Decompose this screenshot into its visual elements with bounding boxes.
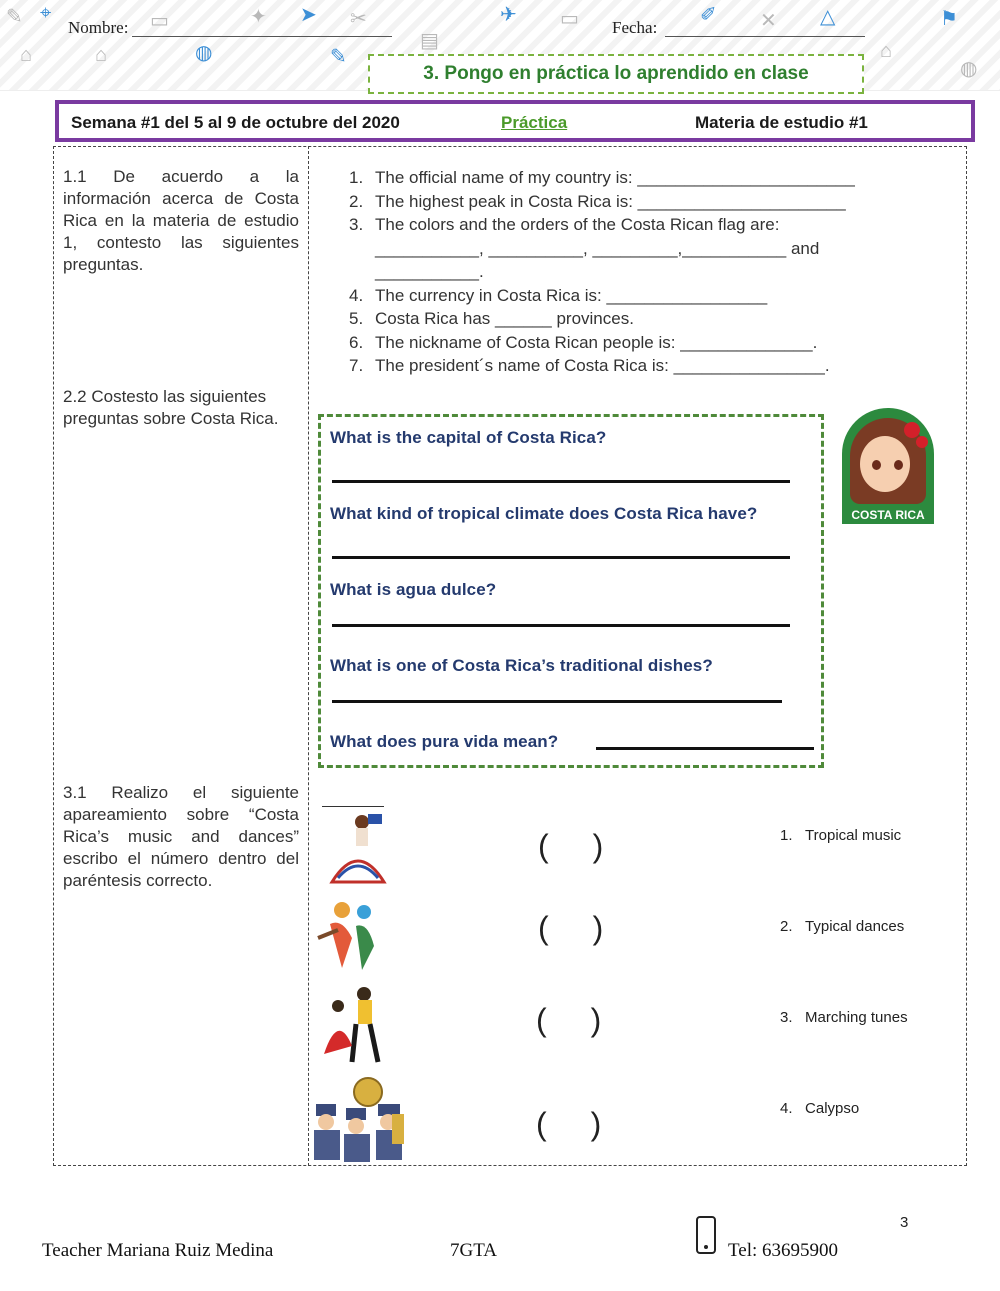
question-text: The nickname of Costa Rican people is: ______________. xyxy=(375,332,818,352)
name-label: Nombre: xyxy=(68,18,129,37)
pencil-doodle-icon: ✎ xyxy=(6,6,23,28)
question-capital: What is the capital of Costa Rica? xyxy=(330,428,607,447)
question-text: The president´s name of Costa Rica is: ________________. xyxy=(375,356,830,375)
section2-instruction: 2.2 Costesto las siguientes preguntas sobre Costa Rica. xyxy=(63,387,279,428)
paren-right: ) xyxy=(592,910,604,946)
house-doodle-icon-left: ⌂ xyxy=(95,44,108,66)
match-option-4: 4. Calypso xyxy=(780,1100,860,1117)
question-text: The colors and the orders of the Costa Rican flag are: xyxy=(375,215,780,234)
question-text: The currency in Costa Rica is: _________________ xyxy=(375,285,768,305)
question-text: The official name of my country is: _______________________ xyxy=(375,168,855,187)
scissors-doodle-icon: ✂ xyxy=(350,8,367,30)
badge-label: COSTA RICA xyxy=(842,506,934,524)
rose-icon xyxy=(904,422,920,438)
question-text: Costa Rica has ______ provinces. xyxy=(375,309,634,328)
section-title: 3. Pongo en práctica lo aprendido en clase xyxy=(423,63,809,84)
page-number: 3 xyxy=(900,1214,909,1231)
question-text: ___________. xyxy=(375,262,484,281)
match-option-2: 2. Typical dances xyxy=(780,918,905,935)
question-text: The highest peak in Costa Rica is: ______________________ xyxy=(375,191,846,211)
left-eye-shape xyxy=(872,460,881,470)
question-number: 6. xyxy=(349,332,364,352)
pencil-cup-doodle-icon: ✎ xyxy=(330,46,347,68)
laptop-doodle-icon: ▭ xyxy=(560,8,579,30)
paren-left: ( xyxy=(538,828,549,864)
paren-right: ) xyxy=(592,828,604,864)
name-line[interactable] xyxy=(132,36,392,37)
flag-doodle-icon: ⚑ xyxy=(940,8,958,30)
answer-paren-2[interactable] xyxy=(538,910,603,947)
globe-doodle-icon-right: ◍ xyxy=(960,58,978,80)
phone-icon xyxy=(696,1216,716,1254)
book-doodle-icon: ▤ xyxy=(420,30,439,52)
answer-paren-1[interactable] xyxy=(538,828,603,865)
section3-instruction: 3.1 Realizo el siguiente apareamiento sobre “Costa Rica’s music and dances” escribo el número dentro del paréntesis correcto. xyxy=(63,783,299,890)
section1-question-list xyxy=(335,166,935,378)
paren-left: ( xyxy=(538,910,549,946)
question-item xyxy=(335,284,935,308)
question-item xyxy=(335,260,935,284)
group-label: 7GTA xyxy=(450,1240,498,1261)
question-item xyxy=(335,354,935,378)
right-eye-shape xyxy=(894,460,903,470)
match-option-3: 3. Marching tunes xyxy=(780,1009,908,1026)
question-number: 7. xyxy=(349,356,364,375)
question-number: 4. xyxy=(349,285,364,305)
paren-right: ) xyxy=(590,1106,602,1142)
school-doodle-icon: ⌂ xyxy=(20,44,33,66)
paintbrush-doodle-icon: ✐ xyxy=(700,4,717,26)
triangle-doodle-icon: △ xyxy=(820,6,836,28)
phone-number: Tel: 63695900 xyxy=(728,1240,839,1261)
answer-paren-4[interactable] xyxy=(536,1106,601,1143)
answer-line-climate[interactable] xyxy=(332,556,790,559)
question-number: 2. xyxy=(349,191,364,211)
house-doodle-icon: ⌂ xyxy=(880,40,893,62)
paren-right: ) xyxy=(590,1002,602,1038)
paper-plane-doodle-icon: ➤ xyxy=(300,4,317,26)
question-item xyxy=(335,213,935,237)
folk-dancer-picture xyxy=(318,810,392,890)
question-item xyxy=(335,166,935,190)
week-label: Semana #1 del 5 al 9 de octubre del 2020 xyxy=(71,113,400,132)
section-title-box xyxy=(368,54,864,94)
practice-link[interactable]: Práctica xyxy=(501,113,568,132)
star-doodle-icon: ✦ xyxy=(250,6,267,28)
question-item xyxy=(335,190,935,214)
compass-doodle-icon: ⌖ xyxy=(40,2,52,24)
rose-small-icon xyxy=(916,436,928,448)
question-agua-dulce: What is agua dulce? xyxy=(330,580,497,599)
date-label: Fecha: xyxy=(612,18,658,37)
answer-line-capital[interactable] xyxy=(332,480,790,483)
question-item xyxy=(335,307,935,331)
answer-line-dishes[interactable] xyxy=(332,700,782,703)
marching-band-picture xyxy=(308,1074,408,1164)
teacher-name: Teacher Mariana Ruiz Medina xyxy=(42,1240,274,1261)
question-number: 5. xyxy=(349,309,364,328)
calypso-dancers-picture xyxy=(312,898,386,978)
date-line[interactable] xyxy=(665,36,865,37)
paren-left: ( xyxy=(536,1002,547,1038)
couple-dancing-picture xyxy=(316,984,390,1064)
match-option-1: 1. Tropical music xyxy=(780,827,902,844)
costa-rica-girl-badge xyxy=(842,408,934,524)
globe-doodle-icon: ◍ xyxy=(195,42,213,64)
short-underline xyxy=(322,806,384,807)
rocket-doodle-icon: ✈ xyxy=(500,4,517,26)
question-pura-vida: What does pura vida mean? xyxy=(330,732,559,751)
paren-left: ( xyxy=(536,1106,547,1142)
column-divider xyxy=(308,146,309,1166)
question-dishes: What is one of Costa Rica’s traditional dishes? xyxy=(330,656,713,675)
section1-instruction: 1.1 De acuerdo a la información acerca de Costa Rica en la materia de estudio 1, contesto las siguientes preguntas. xyxy=(63,167,299,274)
answer-line-agua-dulce[interactable] xyxy=(332,624,790,627)
question-item xyxy=(335,331,935,355)
cross-doodle-icon: ✕ xyxy=(760,10,777,32)
answer-line-pura-vida[interactable] xyxy=(596,747,814,750)
question-number: 1. xyxy=(349,168,364,187)
question-climate: What kind of tropical climate does Costa Rica have? xyxy=(330,504,758,523)
question-text: ___________, __________, _________,___________ and xyxy=(375,238,820,258)
answer-paren-3[interactable] xyxy=(536,1002,601,1039)
week-bar xyxy=(55,100,975,142)
ruler-doodle-icon: ▭ xyxy=(150,10,169,32)
question-number: 3. xyxy=(349,215,364,234)
subject-label: Materia de estudio #1 xyxy=(695,113,868,132)
question-item xyxy=(335,237,935,261)
